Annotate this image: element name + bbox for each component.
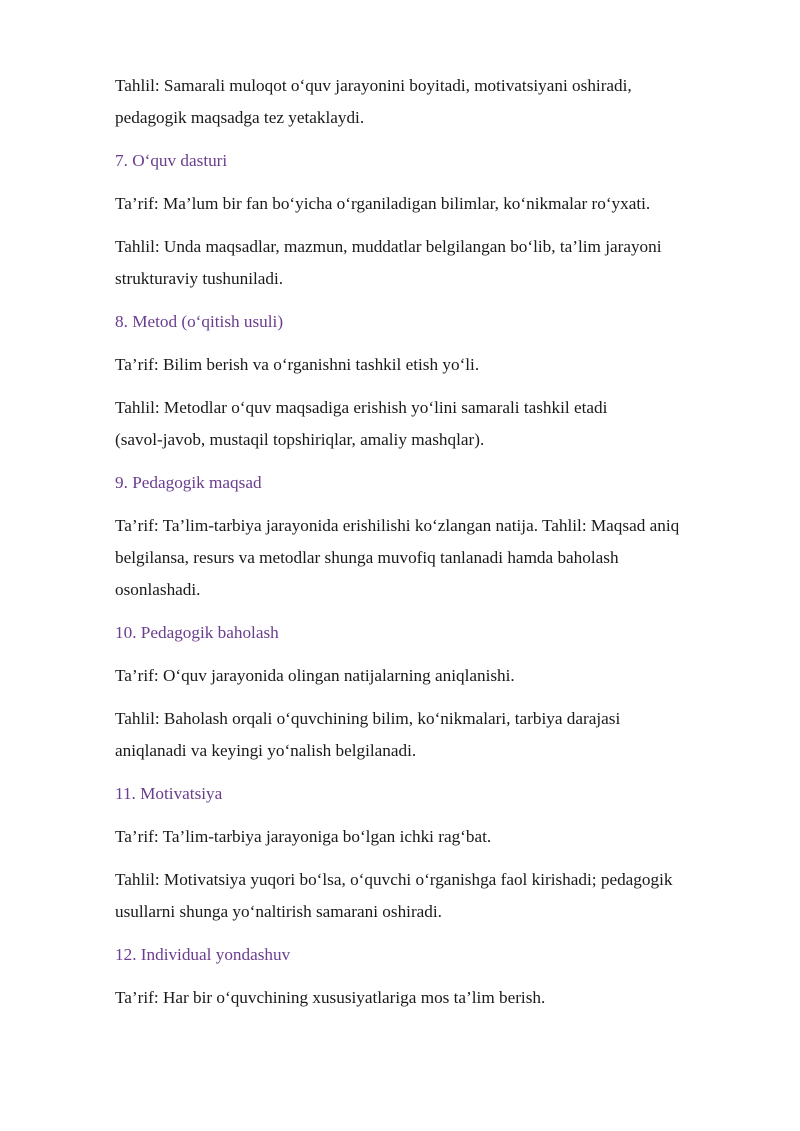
paragraph-definition-assessment: Ta’rif: O‘quv jarayonida olingan natijalarning aniqlanishi.: [115, 666, 515, 685]
section-heading-method: 8. Metod (o‘qitish usuli): [115, 312, 284, 331]
paragraph-definition-individual-approach: Ta’rif: Har bir o‘quvchining xususiyatlariga mos ta’lim berish.: [115, 988, 546, 1007]
paragraph-analysis-motivation: Tahlil: Motivatsiya yuqori bo‘lsa, o‘quvchi o‘rganishga faol kirishadi; pedagogik usullarni shunga yo‘naltirish samarani oshiradi.: [115, 870, 673, 921]
section-heading-pedagogical-assessment: 10. Pedagogik baholash: [115, 623, 279, 642]
section-heading-individual-approach: 12. Individual yondashuv: [115, 945, 291, 964]
paragraph-analysis-method: Tahlil: Metodlar o‘quv maqsadiga erishish yo‘lini samarali tashkil etadi (savol-javob, mustaqil topshiriqlar, amaliy mashqlar).: [115, 398, 608, 449]
section-heading-motivation: 11. Motivatsiya: [115, 784, 223, 803]
section-heading-pedagogical-goal: 9. Pedagogik maqsad: [115, 473, 262, 492]
paragraph-definition-motivation: Ta’rif: Ta’lim-tarbiya jarayoniga bo‘lgan ichki rag‘bat.: [115, 827, 492, 846]
section-heading-curriculum: 7. O‘quv dasturi: [115, 151, 228, 170]
paragraph-analysis-curriculum: Tahlil: Unda maqsadlar, mazmun, muddatlar belgilangan bo‘lib, ta’lim jarayoni strukturaviy tushuniladi.: [115, 237, 662, 288]
paragraph-pedagogical-goal: Ta’rif: Ta’lim-tarbiya jarayonida erishilishi ko‘zlangan natija. Tahlil: Maqsad aniq belgilansa, resurs va metodlar shunga muvofiq tanlanadi hamda baholash osonlashadi.: [115, 516, 680, 599]
paragraph-analysis-communication: Tahlil: Samarali muloqot o‘quv jarayonini boyitadi, motivatsiyani oshiradi, pedagogik maqsadga tez yetaklaydi.: [115, 76, 632, 127]
document-page: [115, 70, 755, 1025]
paragraph-analysis-assessment: Tahlil: Baholash orqali o‘quvchining bilim, ko‘nikmalari, tarbiya darajasi aniqlanadi va keyingi yo‘nalish belgilanadi.: [115, 709, 621, 760]
paragraph-definition-curriculum: Ta’rif: Ma’lum bir fan bo‘yicha o‘rganiladigan bilimlar, ko‘nikmalar ro‘yxati.: [115, 194, 651, 213]
paragraph-definition-method: Ta’rif: Bilim berish va o‘rganishni tashkil etish yo‘li.: [115, 355, 480, 374]
